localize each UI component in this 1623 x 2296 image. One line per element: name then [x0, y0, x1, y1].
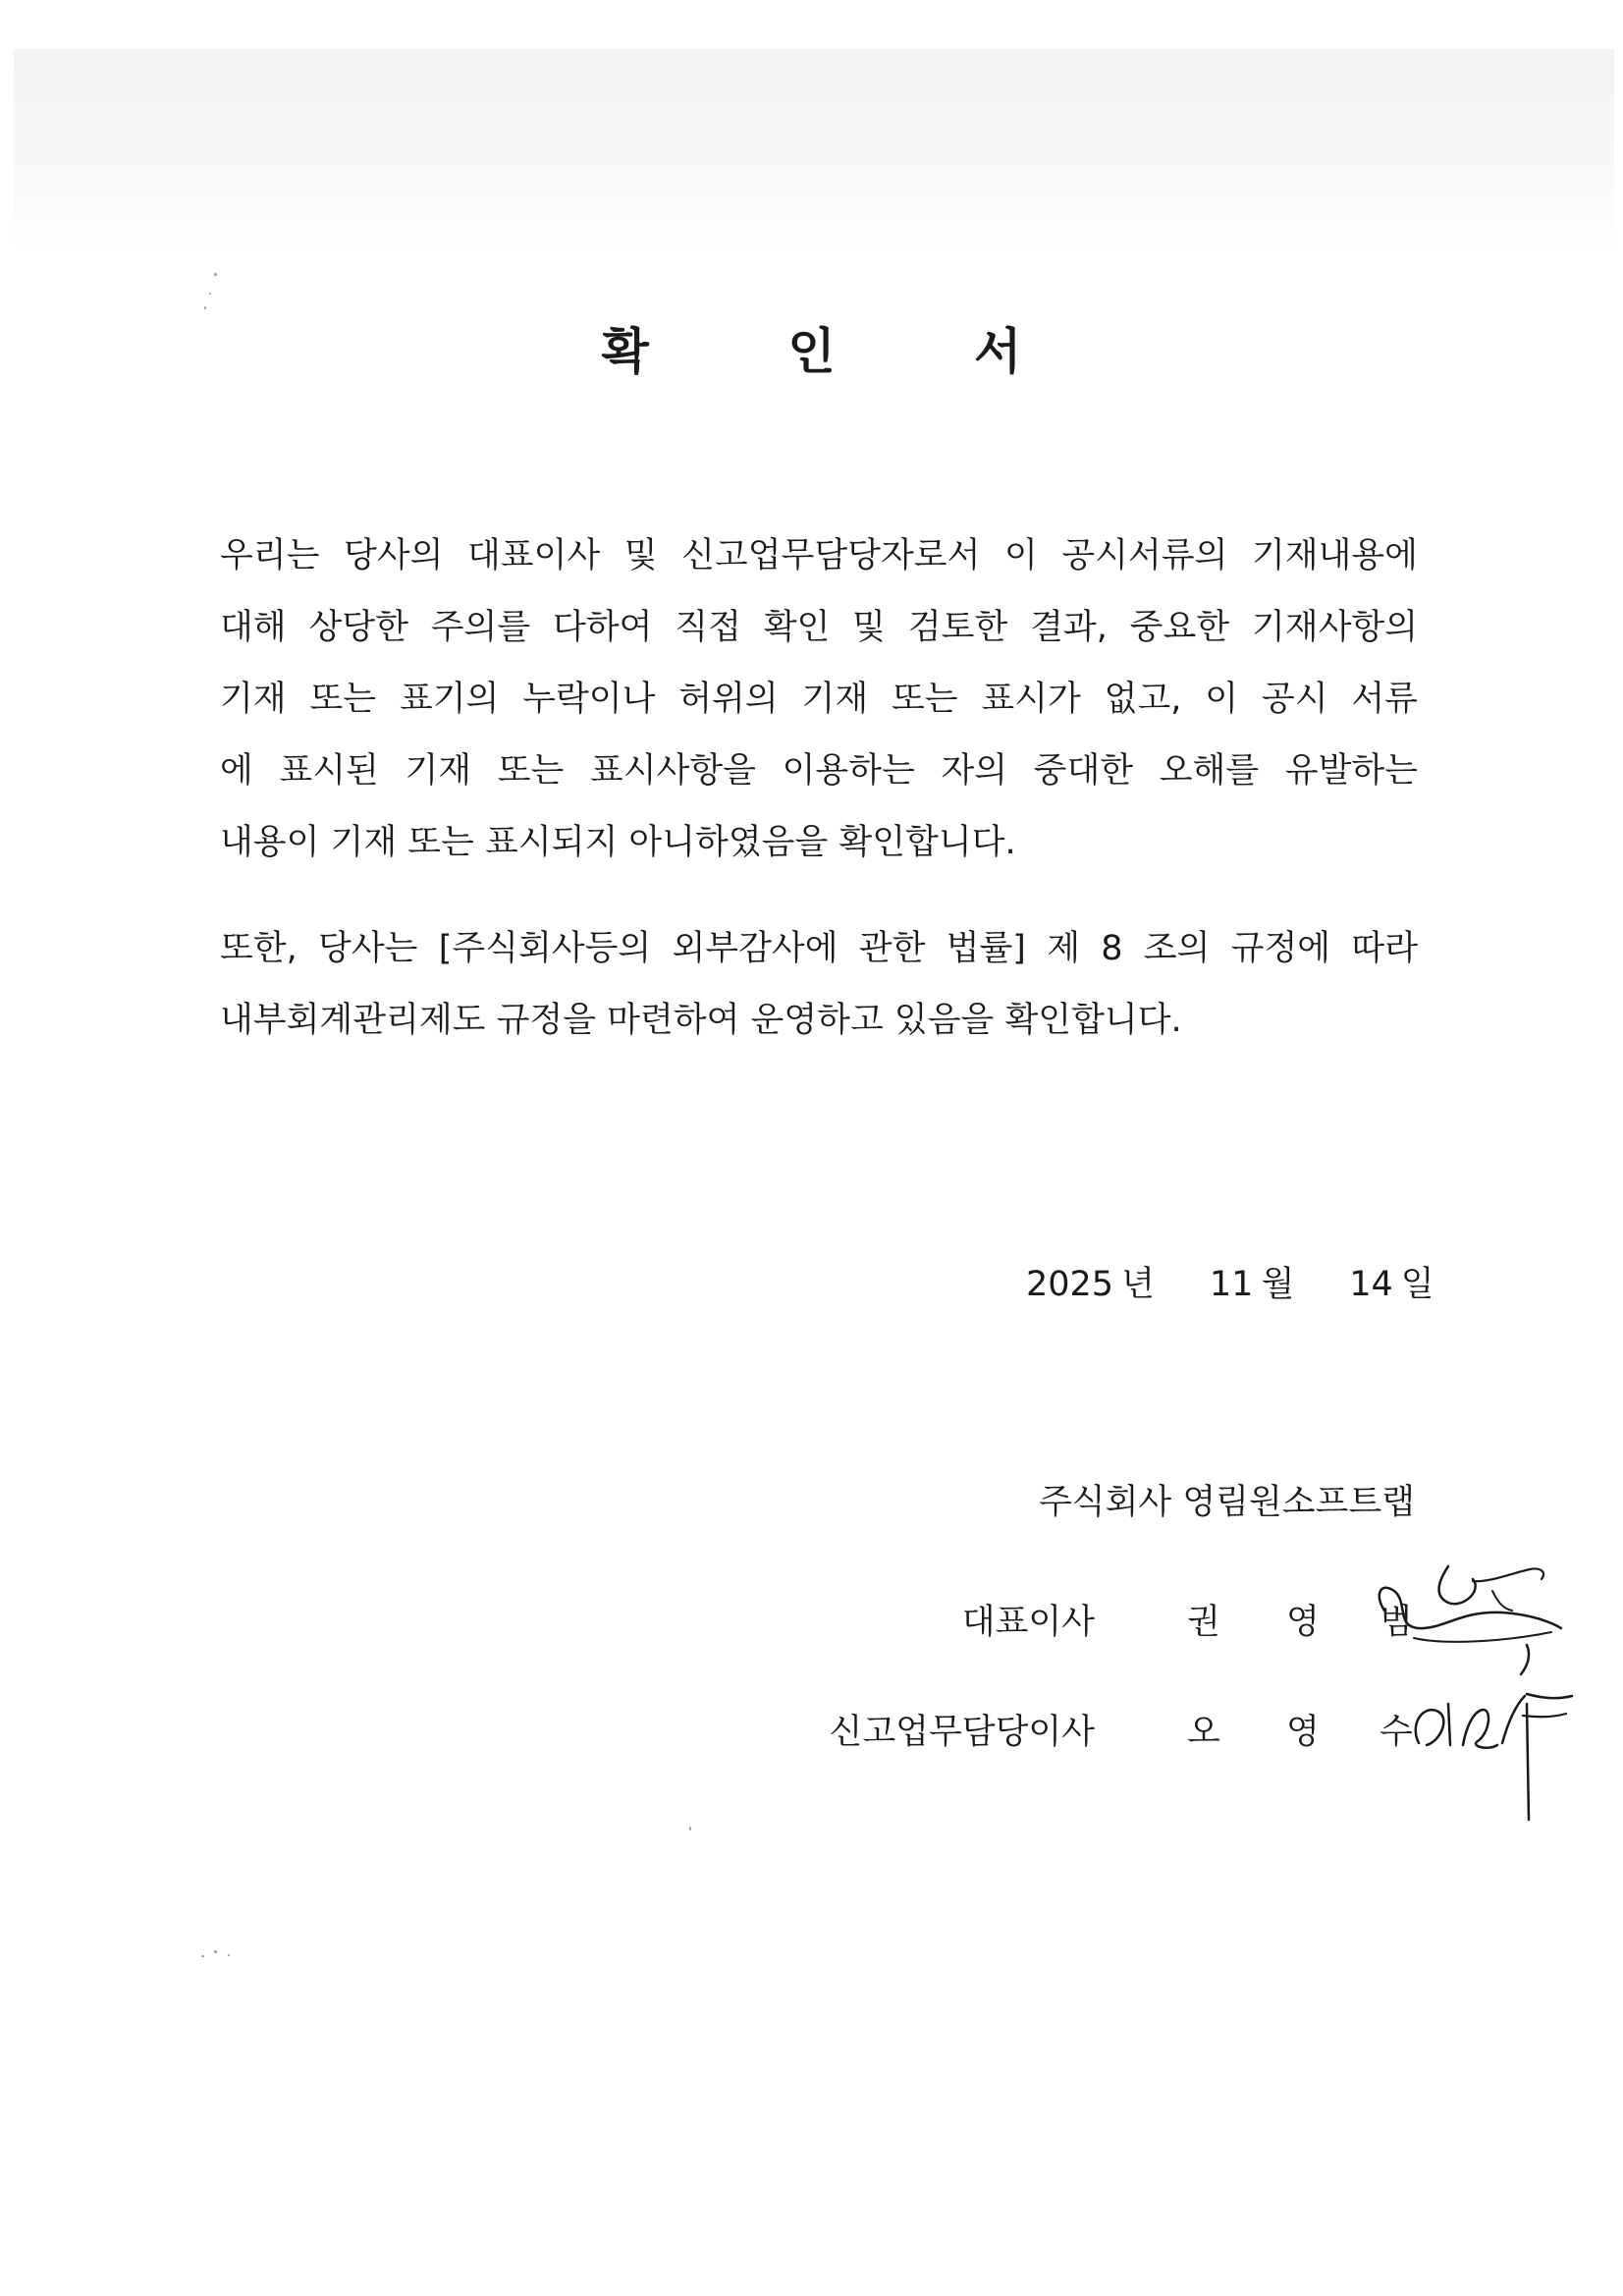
signatory-disclosure-director	[0, 1705, 1623, 1754]
scan-shadow-band	[14, 49, 1614, 255]
internal-control-paragraph	[220, 913, 1418, 1057]
signatory-name-char: 오	[1187, 1713, 1220, 1752]
scan-speck	[689, 1827, 691, 1831]
document-title: 확 인 서	[601, 323, 1083, 380]
scan-speck	[228, 1954, 230, 1956]
date-day-unit: 일	[1400, 1265, 1434, 1304]
date-year: 2025	[1026, 1265, 1114, 1304]
scan-speck	[201, 1955, 204, 1957]
paragraph-line: 우리는 당사의 대표이사 및 신고업무담당자로서 이 공시서류의 기재내용에	[220, 536, 1418, 575]
paragraph-line: 기재 또는 표기의 누락이나 허위의 기재 또는 표시가 없고, 이 공시 서류	[220, 680, 1418, 719]
signatory-name-char: 영	[1286, 1713, 1320, 1752]
scan-speck	[204, 306, 206, 309]
date-day: 14	[1349, 1265, 1393, 1304]
signatory-name-char: 영	[1286, 1603, 1320, 1642]
paragraph-line: 내부회계관리제도 규정을 마련하여 운영하고 있음을 확인합니다.	[220, 1001, 1182, 1040]
signatory-name-char: 수	[1380, 1713, 1413, 1752]
scan-speck	[209, 293, 211, 295]
paragraph-line: 에 표시된 기재 또는 표시사항을 이용하는 자의 중대한 오해를 유발하는	[220, 751, 1418, 791]
date-year-unit: 년	[1121, 1265, 1155, 1304]
paragraph-line: 또한, 당사는 [주식회사등의 외부감사에 관한 법률] 제 8 조의 규정에 따라	[220, 929, 1418, 968]
paragraph-line: 대해 상당한 주의를 다하여 직접 확인 및 검토한 결과, 중요한 기재사항의	[220, 608, 1418, 647]
confirmation-paragraph	[220, 520, 1418, 879]
signatory-name-char: 범	[1380, 1603, 1413, 1642]
date-month: 11	[1209, 1265, 1254, 1304]
scan-speck	[214, 1950, 217, 1953]
scan-speck	[214, 273, 217, 276]
signatory-role: 신고업무담당이사	[829, 1713, 1095, 1752]
signatory-name-char: 권	[1187, 1603, 1220, 1642]
date-month-unit: 월	[1261, 1265, 1295, 1304]
signatory-ceo	[0, 1595, 1623, 1644]
signatory-role: 대표이사	[961, 1603, 1095, 1642]
company-name: 주식회사 영림원소프트랩	[1038, 1483, 1415, 1522]
paragraph-line: 내용이 기재 또는 표시되지 아니하였음을 확인합니다.	[220, 823, 1016, 862]
document-date	[1026, 1257, 1434, 1306]
